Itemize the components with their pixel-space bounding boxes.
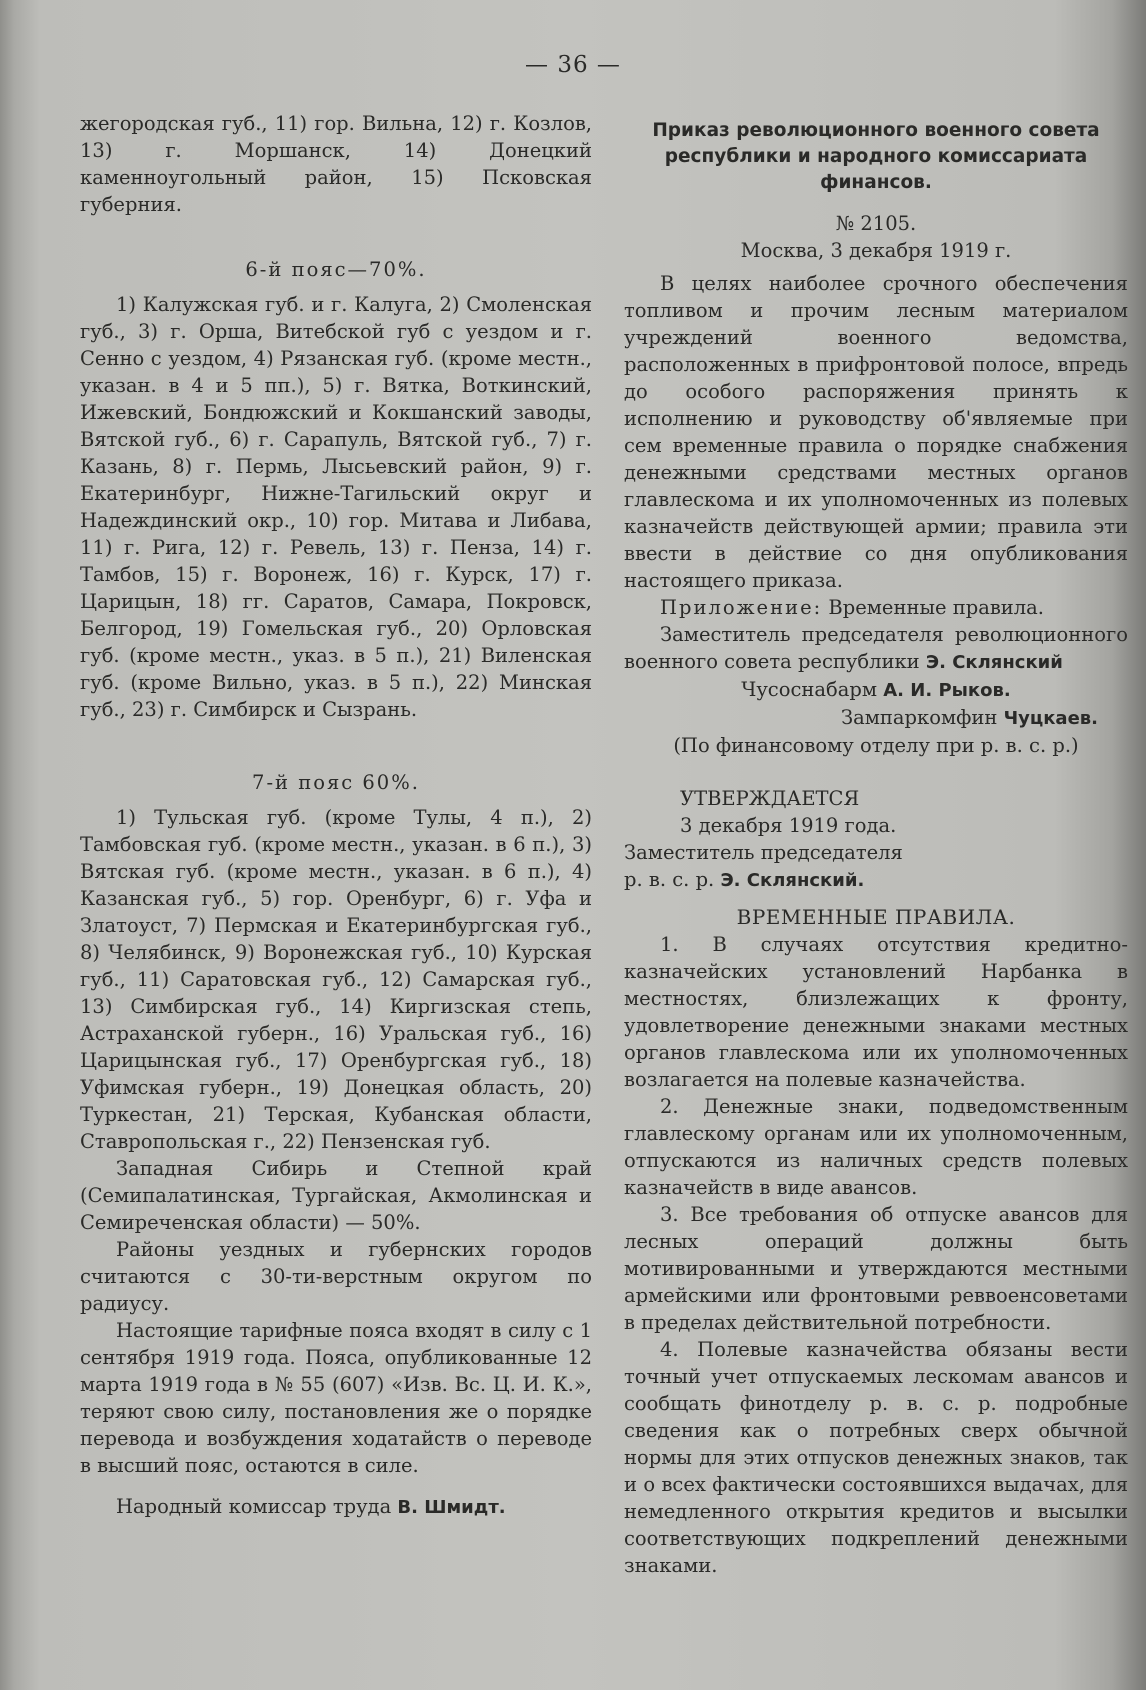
sig1-title: Заместитель председателя революционного военного совета республики	[624, 623, 1128, 673]
sig1-name: Э. Склянский	[925, 652, 1063, 673]
sig3-title: Зампаркомфин	[840, 706, 998, 729]
place-date: Москва, 3 декабря 1919 г.	[740, 239, 1012, 262]
approved-org: р. в. с. р.	[624, 868, 715, 891]
signature-line	[80, 1493, 592, 1521]
zone6-text: 1) Калужская губ. и г. Калуга, 2) Смоленская губ., 3) г. Орша, Витебской губ с уездом и г. Сенно с уездом, 4) Рязанская губ. (кроме местн., указан. в 4 и 5 пп.), 5) г. Вятка, Воткинский, Ижевский, Бондюжский и Кокшанский заводы, Вятской губ., 6) г. Сарапуль, Вятской губ., 7) г. Казань, 8) г. Пермь, Лысьевский район, 9) г. Екатеринбург, Нижне-Тагильский округ и Надеждинский окр., 10) гор. Митава и Либава, 11) г. Рига, 12) г. Ревель, 13) г. Пенза, 14) г. Тамбов, 15) г. Воронеж, 16) г. Курск, 17) г. Царицын, 18) гг. Саратов, Самара, Покровск, Белгород, 19) Гомельская губ., 20) Орловская губ. (кроме местн., указ. в 5 п.), 21) Виленская губ. (кроме Вильно, указ. в 5 п.), 22) Минская губ., 23) г. Симбирск и Сызрань.	[80, 293, 592, 721]
intro-fragment: жегородская губ., 11) гор. Вильна, 12) г. Козлов, 13) г. Моршанск, 14) Донецкий каменноугольный район, 15) Псковская губерния.	[80, 112, 592, 216]
left-column	[80, 110, 592, 1521]
zone7-text: 1) Тульская губ. (кроме Тулы, 4 п.), 2) Тамбовская губ. (кроме местн., указан. в 6 п.), 3) Вятская губ. (кроме местн., указан. в 6 п.), 4) Казанская губ., 5) гор. Оренбург, 6) г. Уфа и Златоуст, 7) Пермская и Екатеринбургская губ., 8) Челябинск, 9) Воронежская губ., 10) Курская губ., 11) Саратовская губ., 12) Самарская губ., 13) Симбирская губ., 14) Киргизская степь, Астраханской губерн., 16) Уральская губ., 16) Царицынская губ., 17) Оренбургская губ., 18) Уфимская губерн., 19) Донецкая область, 20) Туркестан, 21) Терская, Кубанская области, Ставропольская г., 22) Пензенская губ.	[80, 806, 592, 1153]
approved-date: 3 декабря 1919 года.	[680, 814, 897, 837]
approved-by: Заместитель председателя	[624, 841, 903, 864]
appendix-text: Временные правила.	[828, 596, 1045, 619]
sig2-title: Чусоснабарм	[741, 678, 878, 701]
page-number: — 36 —	[525, 52, 621, 78]
rules-title: ВРЕМЕННЫЕ ПРАВИЛА.	[736, 905, 1016, 929]
order-title: Приказ революционного военного совета республики и народного комиссариата финансов.	[652, 120, 1100, 193]
signature-2	[624, 676, 1128, 704]
approved-caption: УТВЕРЖДАЕТСЯ	[680, 787, 860, 810]
sig3-name: Чуцкаев.	[1003, 708, 1098, 729]
approved-signature	[624, 866, 1128, 894]
zone7-heading: 7-й пояс 60%.	[252, 771, 420, 794]
effective-paragraph: Настоящие тарифные пояса входят в силу с 1 сентября 1919 года. Пояса, опубликованные 12 марта 1919 года в № 55 (607) «Изв. Вс. Ц. И. К.», теряют свою силу, постановления же о порядке перевода и возбуждения ходатайств о переводе в высший пояс, остаются в силе.	[80, 1319, 592, 1477]
signature-title: Народный комиссар труда	[116, 1495, 392, 1518]
approved-name: Э. Склянский.	[720, 870, 865, 891]
sig2-name: А. И. Рыков.	[883, 680, 1011, 701]
districts-paragraph: Районы уездных и губернских городов считаются с 30-ти-верстным округом по радиусу.	[80, 1238, 592, 1315]
rule-3: 3. Все требования об отпуске авансов для лесных операций должны быть мотивированными и утверждаются местными армейскими или фронтовыми реввоенсоветами в пределах действительной потребности.	[624, 1203, 1128, 1334]
rule-1: 1. В случаях отсутствия кредитно-казначейских установлений Нарбанка в местностях, близлежащих к фронту, удовлетворение денежными знаками местных органов главлескома или их уполномоченных возлагается на полевые казначейства.	[624, 933, 1128, 1091]
signature-name: В. Шмидт.	[397, 1497, 506, 1518]
zone6-heading: 6-й пояс—70%.	[245, 258, 427, 281]
right-column	[624, 110, 1128, 1579]
signature-1	[624, 621, 1128, 676]
appendix-label: Приложение:	[660, 596, 823, 619]
appendix-line	[624, 594, 1128, 621]
rule-4: 4. Полевые казначейства обязаны вести точный учет отпускаемых лескомам авансов и сообщать финотделу р. в. с. р. подробные сведения как о потребных сверх обычной нормы для этих отпусков денежных знаков, так и о всех фактически состоявшихся выдачах, для немедленного открытия кредитов и высылки соответствующих подкреплений денежными знаками.	[624, 1338, 1128, 1577]
siberia-paragraph: Западная Сибирь и Степной край (Семипалатинская, Тургайская, Акмолинская и Семиреченская области) — 50%.	[80, 1157, 592, 1234]
order-preamble: В целях наиболее срочного обеспечения топливом и прочим лесным материалом учреждений военного ведомства, расположенных в прифронтовой полосе, впредь до особого распоряжения принять к исполнению и руководству об'являемые при сем временные правила о порядке снабжения денежными средствами местных органов главлескома и их уполномоченных из полевых казначейств действующей армии; правила эти ввести в действие со дня опубликования настоящего приказа.	[624, 272, 1128, 592]
signature-3	[624, 704, 1128, 732]
department-note: (По финансовому отделу при р. в. с. р.)	[673, 734, 1079, 757]
rule-2: 2. Денежные знаки, подведомственным главлескому органам или их уполномоченным, отпускаются из наличных средств полевых казначейств в виде авансов.	[624, 1095, 1128, 1199]
order-number: № 2105.	[835, 212, 917, 235]
